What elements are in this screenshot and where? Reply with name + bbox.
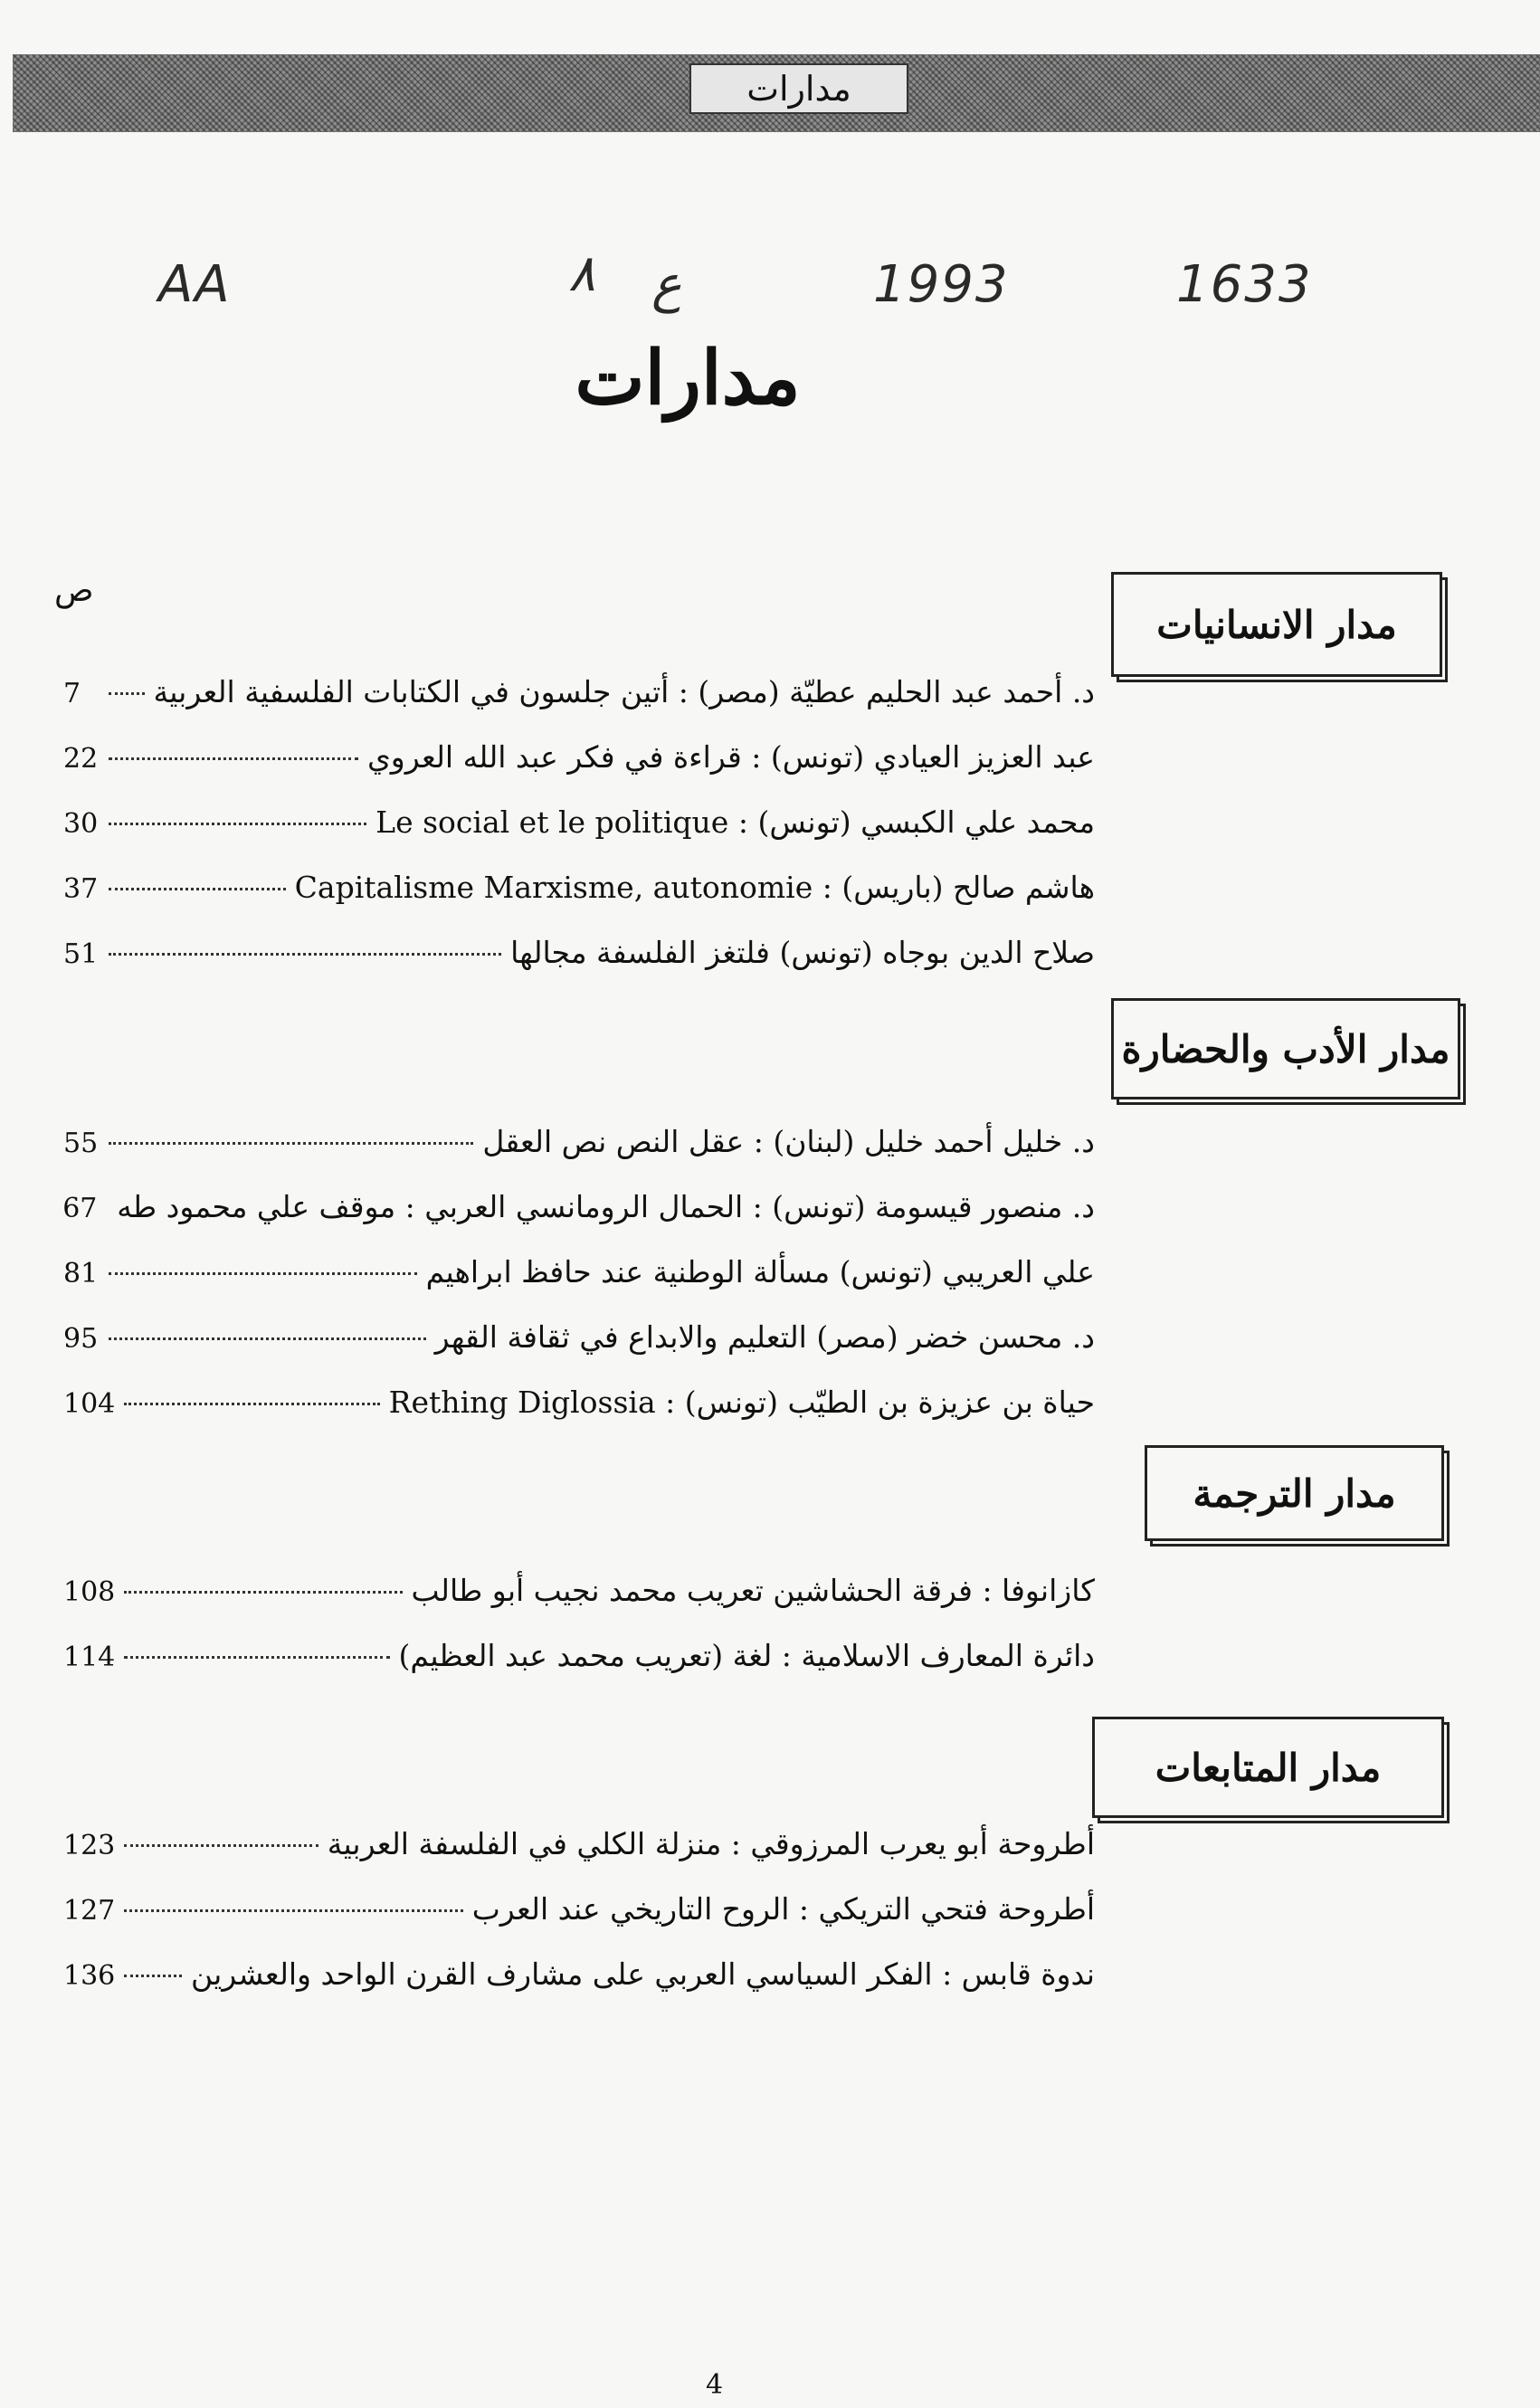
toc-entry (63, 1638, 1095, 1689)
toc-entry-page: 30 (63, 808, 99, 840)
toc-entry-page: 127 (63, 1895, 116, 1927)
handwritten-digit: ٨ (568, 244, 596, 303)
toc-entry (63, 870, 1095, 920)
dot-leader (124, 1591, 402, 1594)
toc-entry-text: ندوة قابس : الفكر السياسي العربي على مشارف القرن الواحد والعشرين (190, 1956, 1095, 1992)
toc-entry-text: عبد العزيز العيادي (تونس) : قراءة في فكر عبد الله العروي (366, 739, 1095, 775)
toc-entry-page: 51 (63, 938, 99, 970)
toc-entry-text: كازانوفا : فرقة الحشاشين تعريب محمد نجيب أبو طالب (411, 1573, 1095, 1608)
toc-entry-text: أطروحة فتحي التريكي : الروح التاريخي عند العرب (471, 1891, 1095, 1927)
toc-entry-text: صلاح الدين بوجاه (تونس) فلتغز الفلسفة مجالها (510, 935, 1095, 970)
toc-entry-page: 136 (63, 1960, 116, 1992)
toc-entry (63, 1826, 1095, 1877)
dot-leader (109, 823, 366, 825)
toc-entry (63, 1319, 1095, 1370)
dot-leader (109, 888, 286, 890)
toc-entry-page: 104 (63, 1388, 116, 1420)
dot-leader (109, 1142, 473, 1145)
toc-entry-page: 108 (63, 1576, 116, 1608)
toc-entry-text: محمد علي الكبسي (تونس) : Le social et le politique (375, 804, 1095, 840)
dot-leader (124, 1844, 318, 1847)
handwritten-issue-letter: ع (651, 255, 682, 314)
toc-entry (63, 674, 1095, 725)
toc-entry-text: دائرة المعارف الاسلامية : لغة (تعريب محمد عبد العظيم) (398, 1638, 1095, 1673)
toc-entry-page: 114 (63, 1642, 116, 1673)
dot-leader (109, 953, 501, 956)
toc-entry (63, 1891, 1095, 1942)
toc-entry-page: 123 (63, 1830, 116, 1861)
toc-entry-page: 95 (63, 1323, 99, 1355)
toc-entry-page: 7 (63, 678, 81, 709)
toc-entry-page: 81 (63, 1258, 99, 1290)
dot-leader (109, 757, 358, 760)
page-number: 4 (706, 2369, 724, 2401)
toc-entry (63, 804, 1095, 855)
dot-leader (124, 1909, 462, 1912)
section-title-followups: مدار المتابعات (1092, 1717, 1444, 1818)
header-label: مدارات (689, 63, 908, 114)
toc-entry-text: حياة بن عزيزة بن الطيّب (تونس) : Rething Diglossia (388, 1385, 1095, 1420)
toc-entry-page: 37 (63, 873, 99, 905)
toc-entry (63, 1254, 1095, 1305)
toc-entry (63, 739, 1095, 790)
toc-entry-text: د. منصور قيسومة (تونس) : الحمال الرومانسي العربي : موقف علي محمود طه (117, 1189, 1095, 1224)
toc-entry (63, 935, 1095, 985)
page-column-label: ص (54, 572, 94, 609)
toc-entry-page: 67 (62, 1193, 98, 1224)
section-title-translation: مدار الترجمة (1145, 1445, 1444, 1541)
section-title-humanities: مدار الانسانيات (1111, 572, 1442, 677)
dot-leader (109, 1272, 417, 1275)
toc-entry (63, 1124, 1095, 1175)
toc-entry (63, 1189, 1095, 1240)
dot-leader (109, 1337, 426, 1340)
toc-entry-text: أطروحة أبو يعرب المرزوقي : منزلة الكلي في الفلسفة العربية (327, 1826, 1095, 1861)
section-title-literature: مدار الأدب والحضارة (1111, 998, 1460, 1099)
handwritten-number: 1633 (1176, 255, 1313, 314)
toc-entry-text: د. أحمد عبد الحليم عطيّة (مصر) : أتين جلسون في الكتابات الفلسفية العربية (153, 674, 1095, 709)
page-title: مدارات (575, 335, 801, 422)
toc-entry-text: د. خليل أحمد خليل (لبنان) : عقل النص نص العقل (482, 1124, 1095, 1159)
toc-entry (63, 1385, 1095, 1435)
dot-leader (124, 1403, 379, 1405)
toc-entry (63, 1573, 1095, 1623)
toc-entry-text: د. محسن خضر (مصر) التعليم والابداع في ثقافة القهر (434, 1319, 1095, 1355)
dot-leader (124, 1656, 389, 1659)
toc-entry (63, 1956, 1095, 2007)
toc-entry-page: 22 (63, 743, 99, 775)
toc-entry-text: هاشم صالح (باريس) : Capitalisme Marxisme, autonomie (294, 870, 1095, 905)
toc-entry-text: علي العريبي (تونس) مسألة الوطنية عند حافظ ابراهيم (425, 1254, 1095, 1290)
dot-leader (124, 1975, 182, 1977)
toc-entry-page: 55 (63, 1128, 99, 1159)
dot-leader (109, 692, 145, 695)
handwritten-year: 1993 (873, 255, 1010, 314)
handwritten-code: AA (158, 255, 232, 314)
